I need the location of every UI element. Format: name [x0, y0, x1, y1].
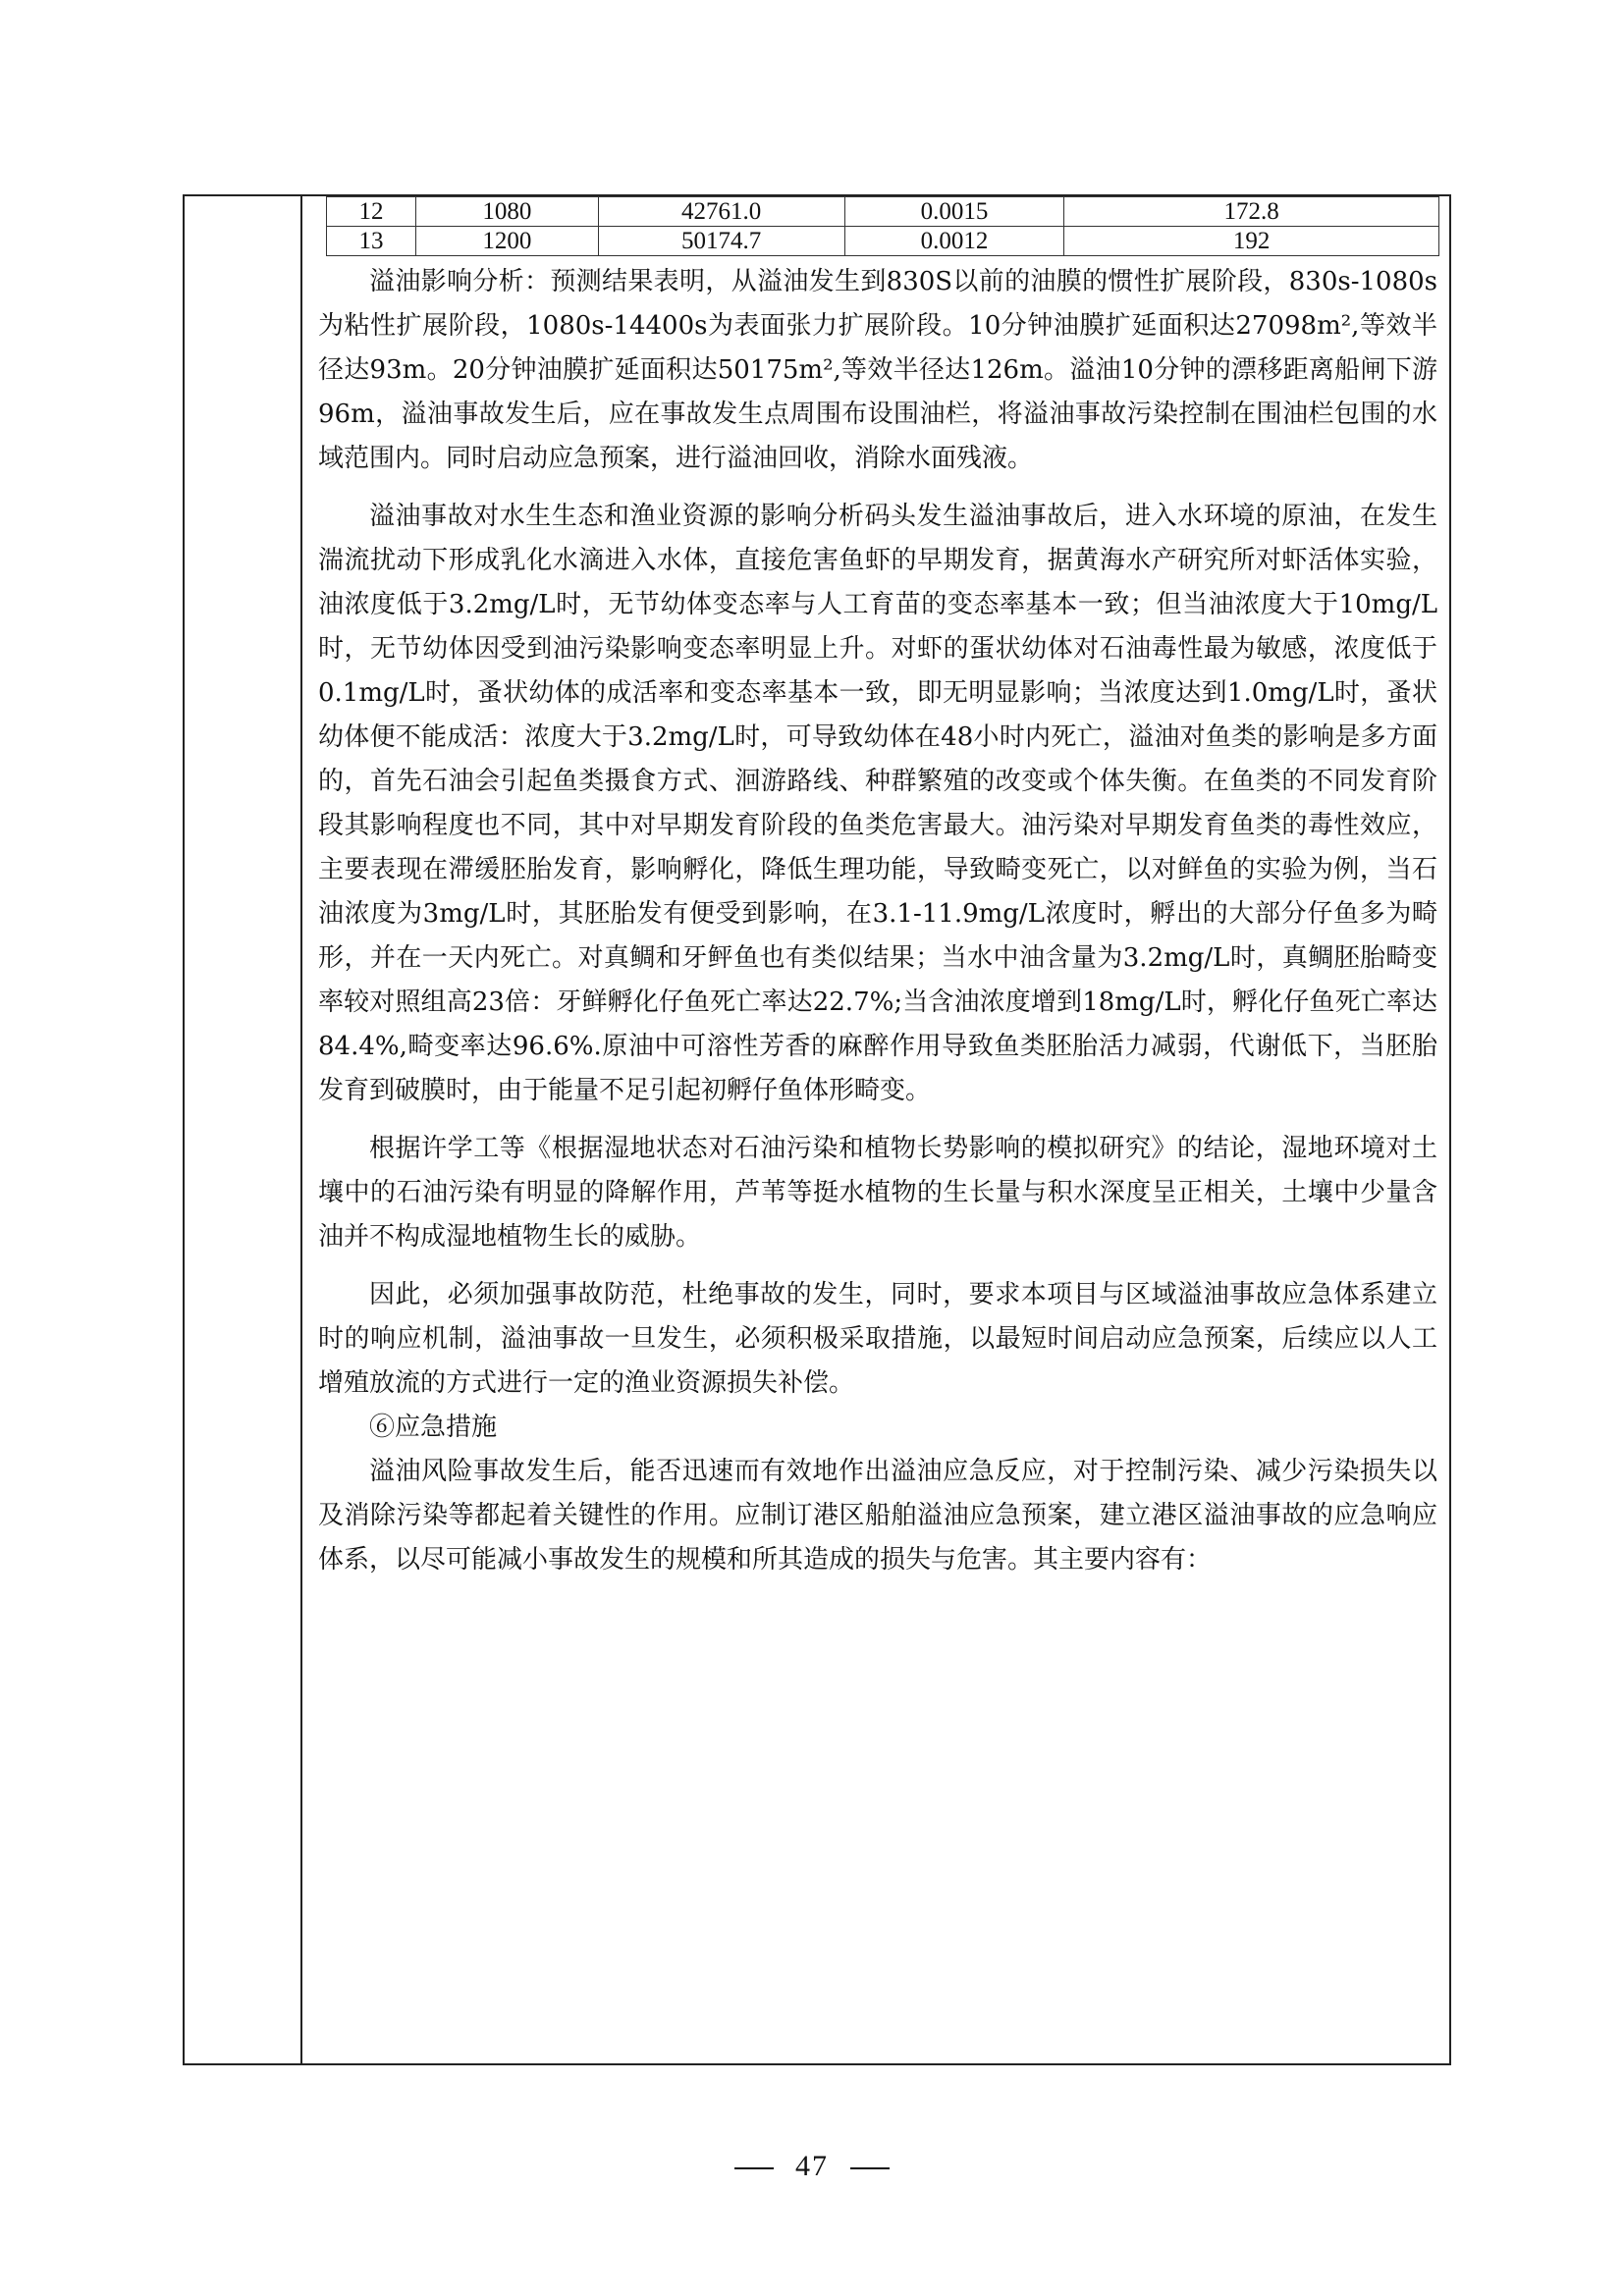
table-cell: 13 [327, 227, 416, 256]
paragraph-spill-analysis: 溢油影响分析：预测结果表明，从溢油发生到830S以前的油膜的惯性扩展阶段，830s-1080s为粘性扩展阶段，1080s-14400s为表面张力扩展阶段。10分钟油膜扩延面积达27098m²,等效半径达93m。20分钟油膜扩延面积达50175m²,等效半径达126m。溢油10分钟的漂移距离船闸下游96m，溢油事故发生后，应在事故发生点周围布设围油栏，将溢油事故污染控制在围油栏包围的水域范围内。同时启动应急预案，进行溢油回收，消除水面残液。 [318, 267, 1437, 473]
table-cell: 192 [1064, 227, 1439, 256]
table-cell: 42761.0 [598, 197, 844, 227]
paragraph-emergency-response: 溢油风险事故发生后，能否迅速而有效地作出溢油应急反应，对于控制污染、减少污染损失以及消除污染等都起着关键性的作用。应制订港区船舶溢油应急预案，建立港区溢油事故的应急响应体系，以尽可能减小事故发生的规模和所其造成的损失与危害。其主要内容有： [318, 1457, 1437, 1575]
footer-dash-left [734, 2167, 774, 2169]
page-footer [0, 2150, 1624, 2183]
table-cell: 1080 [415, 197, 598, 227]
table-cell: 1200 [415, 227, 598, 256]
table-cell: 0.0015 [844, 197, 1064, 227]
left-label-column [185, 196, 302, 2063]
footer-dash-right [850, 2167, 890, 2169]
oil-spill-table [326, 196, 1439, 256]
paragraph-wetland-study: 根据许学工等《根据湿地状态对石油污染和植物长势影响的模拟研究》的结论，湿地环境对土壤中的石油污染有明显的降解作用，芦苇等挺水植物的生长量与积水深度呈正相关，土壤中少量含油并不构成湿地植物生长的威胁。 [318, 1134, 1437, 1252]
paragraph-ecology-impact: 溢油事故对水生生态和渔业资源的影响分析码头发生溢油事故后，进入水环境的原油，在发生湍流扰动下形成乳化水滴进入水体，直接危害鱼虾的早期发育，据黄海水产研究所对虾活体实验，油浓度低于3.2mg/L时，无节幼体变态率与人工育苗的变态率基本一致；但当油浓度大于10mg/L时，无节幼体因受到油污染影响变态率明显上升。对虾的蛋状幼体对石油毒性最为敏感，浓度低于0.1mg/L时，蚤状幼体的成活率和变态率基本一致，即无明显影响；当浓度达到1.0mg/L时，蚤状幼体便不能成活：浓度大于3.2mg/L时，可导致幼体在48小时内死亡，溢油对鱼类的影响是多方面的，首先石油会引起鱼类摄食方式、洄游路线、种群繁殖的改变或个体失衡。在鱼类的不同发育阶段其影响程度也不同，其中对早期发育阶段的鱼类危害最大。油污染对早期发育鱼类的毒性效应，主要表现在滞缓胚胎发育，影响孵化，降低生理功能，导致畸变死亡，以对鲜鱼的实验为例，当石油浓度为3mg/L时，其胚胎发有便受到影响，在3.1-11.9mg/L浓度时，孵出的大部分仔鱼多为畸形，并在一天内死亡。对真鲷和牙鲆鱼也有类似结果；当水中油含量为3.2mg/L时，真鲷胚胎畸变率较对照组高23倍：牙鲜孵化仔鱼死亡率达22.7%;当含油浓度增到18mg/L时，孵化仔鱼死亡率达84.4%,畸变率达96.6%.原油中可溶性芳香的麻醉作用导致鱼类胚胎活力减弱，代谢低下，当胚胎发育到破膜时，由于能量不足引起初孵仔鱼体形畸变。 [318, 502, 1437, 1105]
page-number: 47 [795, 2150, 829, 2182]
table-cell: 12 [327, 197, 416, 227]
table-cell: 50174.7 [598, 227, 844, 256]
report-frame [183, 194, 1451, 2065]
table-cell: 172.8 [1064, 197, 1439, 227]
content-cell [304, 196, 1449, 2063]
table-cell: 0.0012 [844, 227, 1064, 256]
paragraph-prevention: 因此，必须加强事故防范，杜绝事故的发生，同时，要求本项目与区域溢油事故应急体系建立时的响应机制，溢油事故一旦发生，必须积极采取措施，以最短时间启动应急预案，后续应以人工增殖放流的方式进行一定的渔业资源损失补偿。 [318, 1280, 1437, 1398]
table-row [327, 197, 1439, 227]
table-row [327, 227, 1439, 256]
section-heading-emergency: ⑥应急措施 [369, 1413, 498, 1442]
